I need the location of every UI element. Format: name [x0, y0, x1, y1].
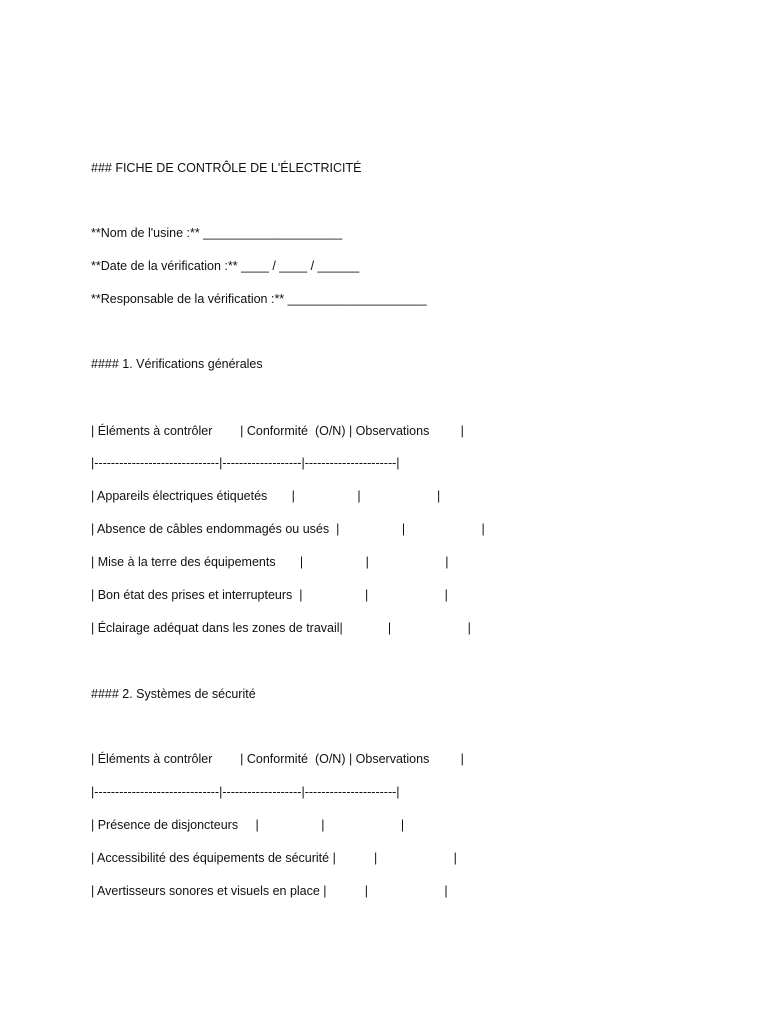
section-2-table-header: | Éléments à contrôler | Conformité (O/N) | Observations |	[91, 752, 464, 766]
section-1-table-header: | Éléments à contrôler | Conformité (O/N) | Observations |	[91, 424, 464, 438]
section-2-table-row: | Accessibilité des équipements de sécurité | | |	[91, 851, 457, 865]
section-2-table-row: | Avertisseurs sonores et visuels en place | | |	[91, 884, 448, 898]
section-1-table-row: | Bon état des prises et interrupteurs | | |	[91, 588, 448, 602]
section-1-table-row: | Appareils électriques étiquetés | | |	[91, 489, 441, 503]
section-1-heading: #### 1. Vérifications générales	[91, 357, 263, 371]
section-1-table-row: | Mise à la terre des équipements | | |	[91, 555, 449, 569]
field-verification-manager: **Responsable de la vérification :** ____________________	[91, 292, 427, 306]
section-1-table-row: | Éclairage adéquat dans les zones de travail| | |	[91, 621, 471, 635]
section-2-table-separator: |------------------------------|-------------------|----------------------|	[91, 785, 400, 799]
section-1-table-separator: |------------------------------|-------------------|----------------------|	[91, 456, 400, 470]
field-factory-name: **Nom de l'usine :** ____________________	[91, 226, 343, 240]
document-title: ### FICHE DE CONTRÔLE DE L'ÉLECTRICITÉ	[91, 161, 362, 175]
section-1-table-row: | Absence de câbles endommagés ou usés | | |	[91, 522, 485, 536]
section-2-table-row: | Présence de disjoncteurs | | |	[91, 818, 405, 832]
field-verification-date: **Date de la vérification :** ____ / ____ / ______	[91, 259, 360, 273]
section-2-heading: #### 2. Systèmes de sécurité	[91, 687, 256, 701]
